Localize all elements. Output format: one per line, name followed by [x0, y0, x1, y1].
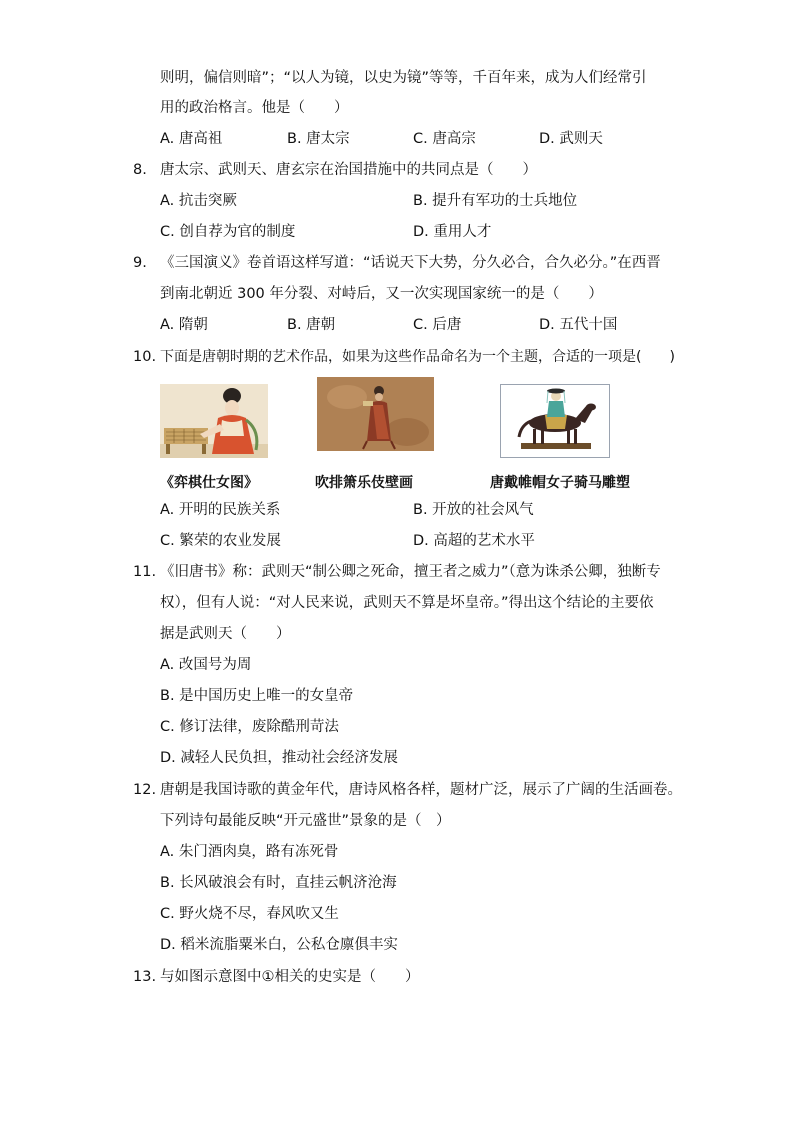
q7-option-c: C. 唐高宗	[413, 131, 476, 147]
q9-option-c: C. 后唐	[413, 317, 462, 333]
q12-option-b: B. 长风破浪会有时，直挂云帆济沧海	[160, 875, 397, 891]
q10-option-c: C. 繁荣的农业发展	[160, 533, 281, 549]
q11-stem-line2: 权），但有人说：“对人民来说，武则天不算是坏皇帝。”得出这个结论的主要依	[160, 595, 654, 611]
q12-number: 12.	[133, 782, 157, 798]
q9-option-a: A. 隋朝	[160, 317, 208, 333]
q12-stem-line2: 下列诗句最能反映“开元盛世”景象的是（ ）	[160, 813, 451, 829]
q10-stem: 下面是唐朝时期的艺术作品，如果为这些作品命名为一个主题，合适的一项是( )	[160, 349, 675, 365]
q8-stem: 唐太宗、武则天、唐玄宗在治国措施中的共同点是（ ）	[160, 162, 537, 178]
q8-option-a: A. 抗击突厥	[160, 193, 237, 209]
q10-number: 10.	[133, 349, 157, 365]
q13-number: 13.	[133, 969, 157, 985]
q9-number: 9.	[133, 255, 147, 271]
q11-option-c: C. 修订法律，废除酷刑苛法	[160, 719, 339, 735]
q7-option-d: D. 武则天	[539, 131, 603, 147]
q12-stem-line1: 唐朝是我国诗歌的黄金年代，唐诗风格各样，题材广泛，展示了广阔的生活画卷。	[160, 782, 682, 798]
q7-stem-line1: 则明，偏信则暗”；“以人为镜，以史为镜”等等，千百年来，成为人们经常引	[160, 70, 647, 86]
q9-option-d: D. 五代十国	[539, 317, 618, 333]
q11-stem-line1: 《旧唐书》称：武则天“制公卿之死命，擅王者之威力”（意为诛杀公卿，独断专	[160, 564, 661, 580]
q13-stem: 与如图示意图中①相关的史实是（ ）	[160, 969, 420, 985]
q9-stem-line2: 到南北朝近 300 年分裂、对峙后，又一次实现国家统一的是（ ）	[160, 286, 603, 302]
q9-option-b: B. 唐朝	[287, 317, 336, 333]
q7-option-b: B. 唐太宗	[287, 131, 350, 147]
q8-option-b: B. 提升有军功的士兵地位	[413, 193, 578, 209]
q7-option-a: A. 唐高祖	[160, 131, 223, 147]
q12-option-d: D. 稻米流脂粟米白，公私仓廪俱丰实	[160, 937, 398, 953]
veiled-lady-horse-sculpture	[500, 384, 610, 458]
q8-option-c: C. 创自荐为官的制度	[160, 224, 296, 240]
caption-panpipe-mural: 吹排箫乐伎壁画	[315, 475, 413, 491]
q10-option-b: B. 开放的社会风气	[413, 502, 534, 518]
q11-stem-line3: 据是武则天（ ）	[160, 626, 291, 642]
panpipe-musician-mural	[317, 377, 434, 451]
caption-go-playing-lady: 《弈棋仕女图》	[160, 475, 258, 491]
q11-number: 11.	[133, 564, 157, 580]
q11-option-b: B. 是中国历史上唯一的女皇帝	[160, 688, 354, 704]
caption-horse-sculpture: 唐戴帷帽女子骑马雕塑	[490, 475, 630, 491]
q9-stem-line1: 《三国演义》卷首语这样写道：“话说天下大势，分久必合，合久必分。”在西晋	[160, 255, 661, 271]
q12-option-a: A. 朱门酒肉臭，路有冻死骨	[160, 844, 339, 860]
go-playing-lady-painting	[160, 384, 268, 458]
q12-option-c: C. 野火烧不尽，春风吹又生	[160, 906, 339, 922]
q10-option-a: A. 开明的民族关系	[160, 502, 281, 518]
q7-stem-line2: 用的政治格言。他是（ ）	[160, 100, 349, 116]
q8-option-d: D. 重用人才	[413, 224, 492, 240]
q11-option-a: A. 改国号为周	[160, 657, 252, 673]
q11-option-d: D. 减轻人民负担，推动社会经济发展	[160, 750, 398, 766]
q8-number: 8.	[133, 162, 147, 178]
q10-option-d: D. 高超的艺术水平	[413, 533, 535, 549]
